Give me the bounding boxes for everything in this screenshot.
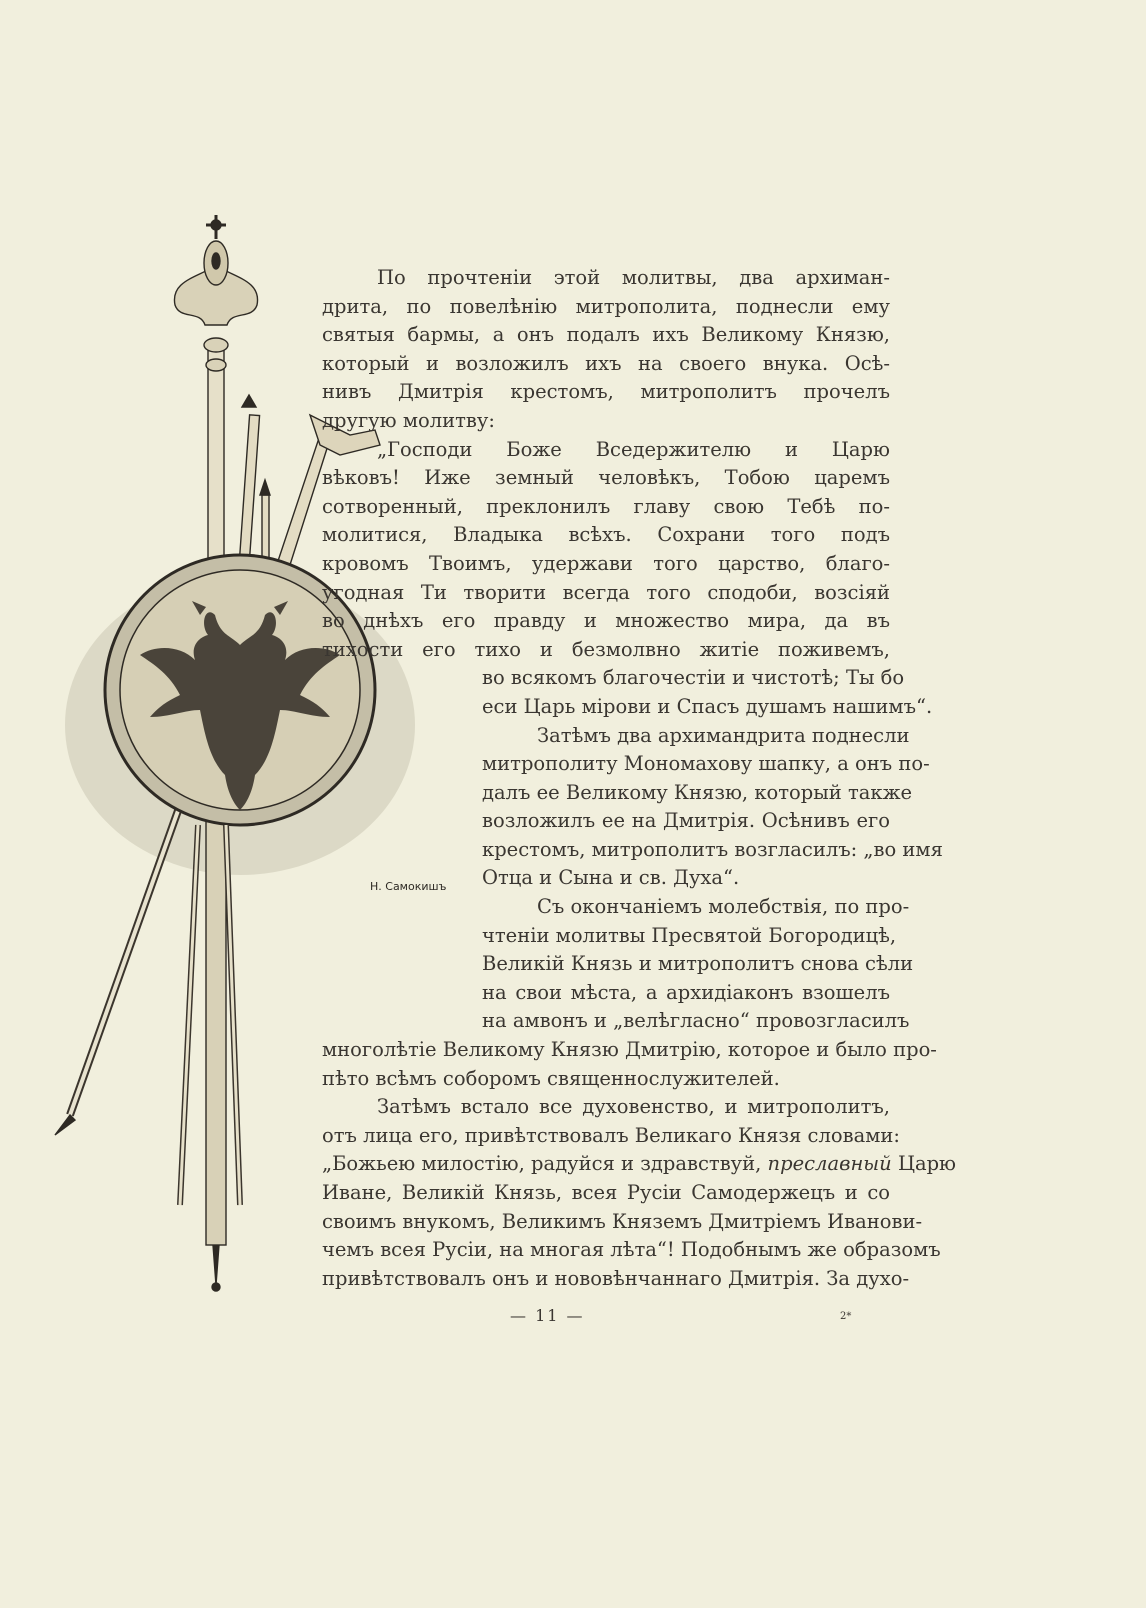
text-line: Великiй Князь и митрополитъ снова сѣли (482, 952, 914, 976)
text-line: По прочтенiи этой молитвы, два архиман- (377, 266, 890, 289)
text-line: сотворенный, преклонилъ главу свою Тебѣ по- (322, 494, 890, 518)
text-line: вѣковъ! Иже земный человѣкъ, Тобою царемъ (322, 466, 890, 490)
text-line: другую молитву: (322, 408, 495, 432)
text-line: во всякомъ благочестiи и чистотѣ; Ты бо (482, 666, 905, 690)
text-line: митрополиту Мономахову шапку, а онъ по- (482, 752, 930, 776)
text-line: Отца и Сына и св. Духа“. (482, 866, 740, 890)
text-line: еси Царь мiрови и Спасъ душамъ нашимъ“. (482, 694, 933, 718)
text-line: Съ окончанiемъ молебствiя, по про- (537, 895, 910, 919)
text-line: возложилъ ее на Дмитрiя. Осѣнивъ его (482, 809, 890, 833)
text-fragment: Царю (897, 1152, 957, 1176)
text-line: чемъ всея Русiи, на многая лѣта“! Подобнымъ же образомъ (322, 1238, 941, 1262)
text-line: привѣтствовалъ онъ и нововѣнчаннаго Дмитрiя. За духо- (322, 1266, 910, 1290)
text-line: на свои мѣста, а архидiаконъ взошелъ (482, 980, 890, 1004)
text-line: нивъ Дмитрiя крестомъ, митрополитъ прочелъ (322, 380, 890, 404)
text-line: Затѣмъ встало все духовенство, и митрополитъ, (377, 1095, 890, 1119)
text-line: отъ лица его, привѣтствовалъ Великаго Князя словами: (322, 1123, 900, 1147)
text-line: Иване, Великiй Князь, всея Русiи Самодержецъ и со (322, 1181, 890, 1204)
text-line: своимъ внукомъ, Великимъ Княземъ Дмитрiемъ Иванови- (322, 1209, 923, 1233)
italic-word: преславный (767, 1152, 892, 1176)
text-line: кровомъ Твоимъ, удержави того царство, благо- (322, 551, 890, 575)
text-line: многолѣтiе Великому Князю Дмитрiю, которое и было про- (322, 1038, 937, 1062)
text-line: на амвонъ и „велѣгласно“ провозгласилъ (482, 1009, 910, 1033)
text-line: святыя бармы, а онъ подалъ ихъ Великому Князю, (322, 323, 890, 347)
text-line (322, 1150, 957, 1179)
text-line: молитися, Владыка всѣхъ. Сохрани того подъ (322, 523, 890, 547)
text-line: крестомъ, митрополитъ возгласилъ: „во имя (482, 837, 943, 861)
main-text (322, 264, 957, 1293)
text-line: чтенiи молитвы Пресвятой Богородицѣ, (482, 923, 897, 947)
text-line: угодная Ти творити всегда того сподоби, возсiяй (322, 580, 890, 604)
text-line: тихости его тихо и безмолвно житiе поживемъ, (322, 637, 890, 661)
page-number: — 11 — (510, 1306, 585, 1325)
text-line: „Господи Боже Вседержителю и Царю (377, 437, 890, 461)
text-line: во днѣхъ его правду и множество мира, да въ (322, 609, 890, 633)
artist-signature: Н. Самокишъ (370, 880, 447, 893)
text-line: дрита, по повелѣнiю митрополита, поднесли ему (322, 294, 890, 318)
printer-signature-mark: 2* (840, 1311, 852, 1322)
text-line: далъ ее Великому Князю, который также (482, 780, 913, 804)
text-line: пѣто всѣмъ соборомъ священнослужителей. (322, 1066, 780, 1090)
text-line: который и возложилъ ихъ на своего внука. Осѣ- (322, 351, 890, 375)
text-fragment: „Божьею милостiю, радуйся и здравствуй, (322, 1152, 762, 1176)
text-line: Затѣмъ два архимандрита поднесли (537, 723, 910, 747)
